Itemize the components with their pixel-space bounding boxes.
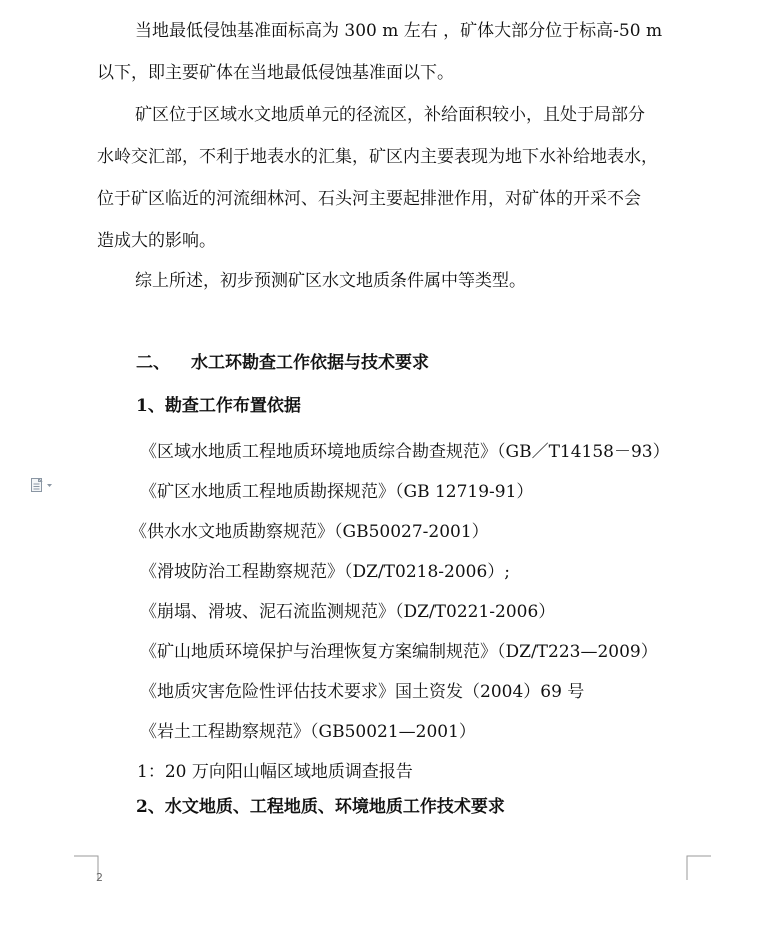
reference-item: 《供水水文地质勘察规范》（GB50027-2001） [130, 522, 489, 542]
reference-item: 《地质灾害危险性评估技术要求》国土资发（2004）69 号 [140, 682, 585, 702]
page-corner-mark-right [686, 855, 712, 881]
reference-item: 《矿区水地质工程地质勘探规范》（GB 12719-91） [140, 482, 534, 502]
reference-item: 《岩土工程勘察规范》（GB50021—2001） [140, 722, 476, 742]
paragraph-line: 位于矿区临近的河流细林河、石头河主要起排泄作用，对矿体的开采不会 [97, 189, 641, 209]
section-title: 水工环勘查工作依据与技术要求 [191, 353, 429, 373]
page-number: 2 [96, 871, 103, 884]
section-number: 二、 [136, 353, 170, 373]
paragraph-line: 当地最低侵蚀基准面标高为 300 m 左右 ，矿体大部分位于标高-50 m [135, 21, 663, 41]
paragraph-line: 以下，即主要矿体在当地最低侵蚀基准面以下。 [97, 63, 454, 83]
reference-item: 《崩塌、滑坡、泥石流监测规范》（DZ/T0221-2006） [140, 602, 556, 622]
reference-item: 1：20 万向阳山幅区域地质调查报告 [137, 762, 413, 782]
subsection-title: 1、勘查工作布置依据 [136, 396, 301, 416]
paragraph-line: 综上所述，初步预测矿区水文地质条件属中等类型。 [135, 271, 526, 291]
paragraph-line: 矿区位于区域水文地质单元的径流区，补给面积较小，且处于局部分 [135, 105, 645, 125]
paragraph-line: 造成大的影响。 [97, 231, 216, 251]
paragraph-line: 水岭交汇部，不利于地表水的汇集，矿区内主要表现为地下水补给地表水， [97, 147, 658, 167]
reference-item: 《滑坡防治工程勘察规范》（DZ/T0218-2006）; [140, 562, 511, 582]
reference-item: 《区域水地质工程地质环境地质综合勘查规范》（GB／T14158－93） [140, 442, 670, 462]
subsection-title: 2、水文地质、工程地质、环境地质工作技术要求 [136, 797, 505, 817]
reference-item: 《矿山地质环境保护与治理恢复方案编制规范》（DZ/T223—2009） [140, 642, 658, 662]
paste-options-icon[interactable] [30, 477, 56, 493]
